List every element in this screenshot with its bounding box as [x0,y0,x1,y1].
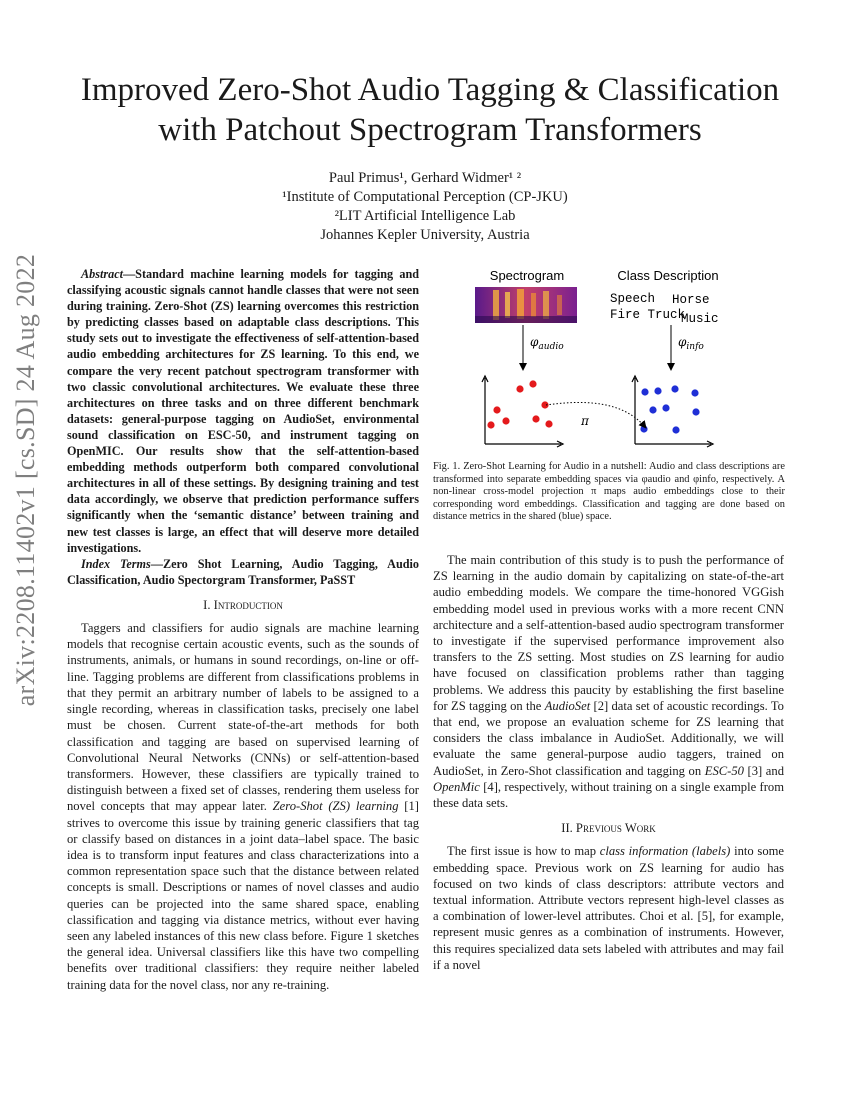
intro-p2-openmic: OpenMic [433,779,480,794]
intro-p2-audioset: AudioSet [544,698,591,713]
info-point-9 [640,425,647,432]
info-point-8 [672,426,679,433]
phi-audio-subscript: audio [538,342,564,352]
right-column [433,552,784,973]
intro-p1-part-b: [1] strives to overcome this issue by training generic classifiers that tag or classify based on distances in a joint data–label space. The basic idea is to transform input features and class characterizations into a common representation space such that the distance between related concepts is small. Descriptions or names of novel classes and audio queries can be projected into the same shared space, enabling classification and tagging via distance metrics, without ever having seen any labeled instances of this new class before. Figure 1 sketches the general idea. Universal classifiers like this have two compelling benefits over traditional classifiers: they require neither labeled training data for the novel class, nor any re-training. [67,799,419,992]
section-heading-introduction: I. Introduction [203,597,283,612]
phi-audio-symbol: φ [530,335,539,349]
info-point-2 [654,387,661,394]
author-names: Paul Primus¹, Gerhard Widmer¹ ² [328,170,522,186]
phi-audio-label [530,335,564,352]
author-block [100,169,750,245]
title-line-2: with Patchout Spectrogram Transformers [158,112,702,148]
abstract [67,266,419,556]
abstract-text: —Standard machine learning models for tagging and classifying acoustic signals cannot handle classes that were not seen during training. Zero-Shot (ZS) learning overcomes this restriction by predicting classes based on adaptable class descriptions. This study sets out to investigate the effectiveness of self-attention-based audio embedding architectures for ZS learning. To this end, we compare the very recent patchout spectrogram transformer with two classic convolutional architectures. We evaluate these three architectures on three tasks and on three different benchmark datasets: general-purpose tagging on AudioSet, environmental sound classification on ESC-50, and instrument tagging on OpenMIC. Our results show that the self-attention-based embedding methods outperform both compared convolutional architectures in all of these settings. By designing training and test data accordingly, we observe that prediction performance suffers significantly when the ‘semantic distance’ between training and new test classes is large, an effect that will deserve more detailed investigations. [67,267,419,555]
info-point-4 [691,389,698,396]
title-line-1: Improved Zero-Shot Audio Tagging & Classification [80,72,780,108]
class-music: Music [681,312,719,326]
index-terms-label: Index Terms [81,556,151,571]
info-point-7 [692,408,699,415]
paper-title [40,70,820,150]
audio-point-8 [545,420,552,427]
figure-1 [433,262,785,462]
info-embedding-points [640,385,699,433]
audio-point-3 [493,406,500,413]
class-speech: Speech [610,292,656,306]
phi-info-label [678,335,704,352]
audio-point-2 [529,380,536,387]
abstract-label: Abstract [81,267,123,281]
info-point-3 [671,385,678,392]
intro-p1-part-a: Taggers and classifiers for audio signals are machine learning models that recognise certain acoustic events, such as the sounds of instruments, animals, or humans in sound recordings, on-line or off-line. Tagging problems are different from classifications problems in that they permit an arbitrary number of labels to be assigned to a single recording, whereas in classification tasks, precisely one label must be chosen. Current state-of-the-art methods for both classification and tagging are based on supervised learning of Convolutional Neural Networks (CNNs) or self-attention-based transformers. However, these classifiers are typically trained to distinguish between a fixed set of classes, rendering them useless for novel concepts that may appear later. [67,621,419,814]
projection-pi-arrow [546,402,646,428]
pi-label: π [581,414,589,428]
class-horse: Horse [672,293,710,307]
phi-info-subscript: info [686,342,704,352]
prev-p1-term: class information (labels) [599,844,731,859]
intro-paragraph-1 [67,620,419,993]
arxiv-stamp [4,253,48,707]
figure-1-caption: Fig. 1. Zero-Shot Learning for Audio in a nutshell: Audio and class descriptions are transformed into separate embedding spaces via φaudio and φinfo, respectively. A non-linear cross-model projection π maps audio embeddings close to their corresponding word embeddings. Classification and tagging are done based on distance metrics in the shared (blue) space. [433,461,785,523]
affiliation-3: Johannes Kepler University, Austria [320,227,530,243]
left-column [67,266,419,993]
index-terms [67,556,419,588]
intro-paragraph-2 [433,552,784,811]
class-description-label: Class Description [617,268,719,283]
info-point-5 [662,404,669,411]
spectrogram-image [475,287,577,323]
audio-point-6 [487,421,494,428]
audio-embedding-points [487,380,552,428]
figure-1-diagram [433,262,785,462]
audio-point-7 [532,415,539,422]
intro-p2-part-c: [3] and [743,763,784,778]
previous-work-paragraph-1 [433,843,784,973]
intro-p1-term: Zero-Shot (ZS) learning [272,799,399,814]
arxiv-stamp-text: arXiv:2208.11402v1 [cs.SD] 24 Aug 2022 [11,253,40,707]
spectrogram-label: Spectrogram [489,268,565,283]
audio-point-4 [541,401,548,408]
affiliation-2: ²LIT Artificial Intelligence Lab [334,208,516,224]
intro-p2-esc50: ESC-50 [704,763,744,778]
intro-p2-part-a: The main contribution of this study is to push the performance of ZS learning in the audio domain by capitalizing on state-of-the-art audio embedding models. We compare the time-honored VGGish embedding model used in previous works with a more recent CNN architecture and a self-attention-based audio spectrogram transformer to investigate if the supervised performance improvement also transfers to the ZS setting. Most studies on ZS learning for audio have focused on classification problems rather than tagging problems. We address this paucity by establishing the first baseline for ZS tagging on the [433,553,784,713]
index-terms-text: —Zero Shot Learning, Audio Tagging, Audio Classification, Audio Spectorgram Transformer, PaSST [67,556,419,587]
intro-p2-part-b: [2] data set of acoustic recordings. To that end, we propose an evaluation scheme for ZS learning that considers the class imbalance in AudioSet. Additionally, we will evaluate the same general-purpose audio taggers, trained on AudioSet, in Zero-Shot classification and tagging on [433,698,784,778]
class-fire-truck: Fire Truck [610,308,686,322]
section-heading-previous-work: II. Previous Work [561,821,656,836]
audio-point-5 [502,417,509,424]
intro-p2-part-d: [4], respectively, without training on a single example from these data sets. [433,779,784,811]
phi-info-symbol: φ [678,335,687,349]
info-point-1 [641,388,648,395]
prev-p1-part-a: The first issue is how to map [447,844,600,859]
affiliation-1: ¹Institute of Computational Perception (CP-JKU) [282,189,568,205]
prev-p1-part-b: into some embedding space. Previous work on ZS learning for audio has focused on two kinds of class descriptors: attribute vectors and textual information. Attribute vectors represent high-level classes as a combination of lower-level attributes. Choi et al. [5], for example, represent music genres as a combination of instruments. However, this requires specialized data sets labeled with attributes and may fail if a novel [433,844,784,972]
audio-point-1 [516,385,523,392]
info-point-6 [649,406,656,413]
